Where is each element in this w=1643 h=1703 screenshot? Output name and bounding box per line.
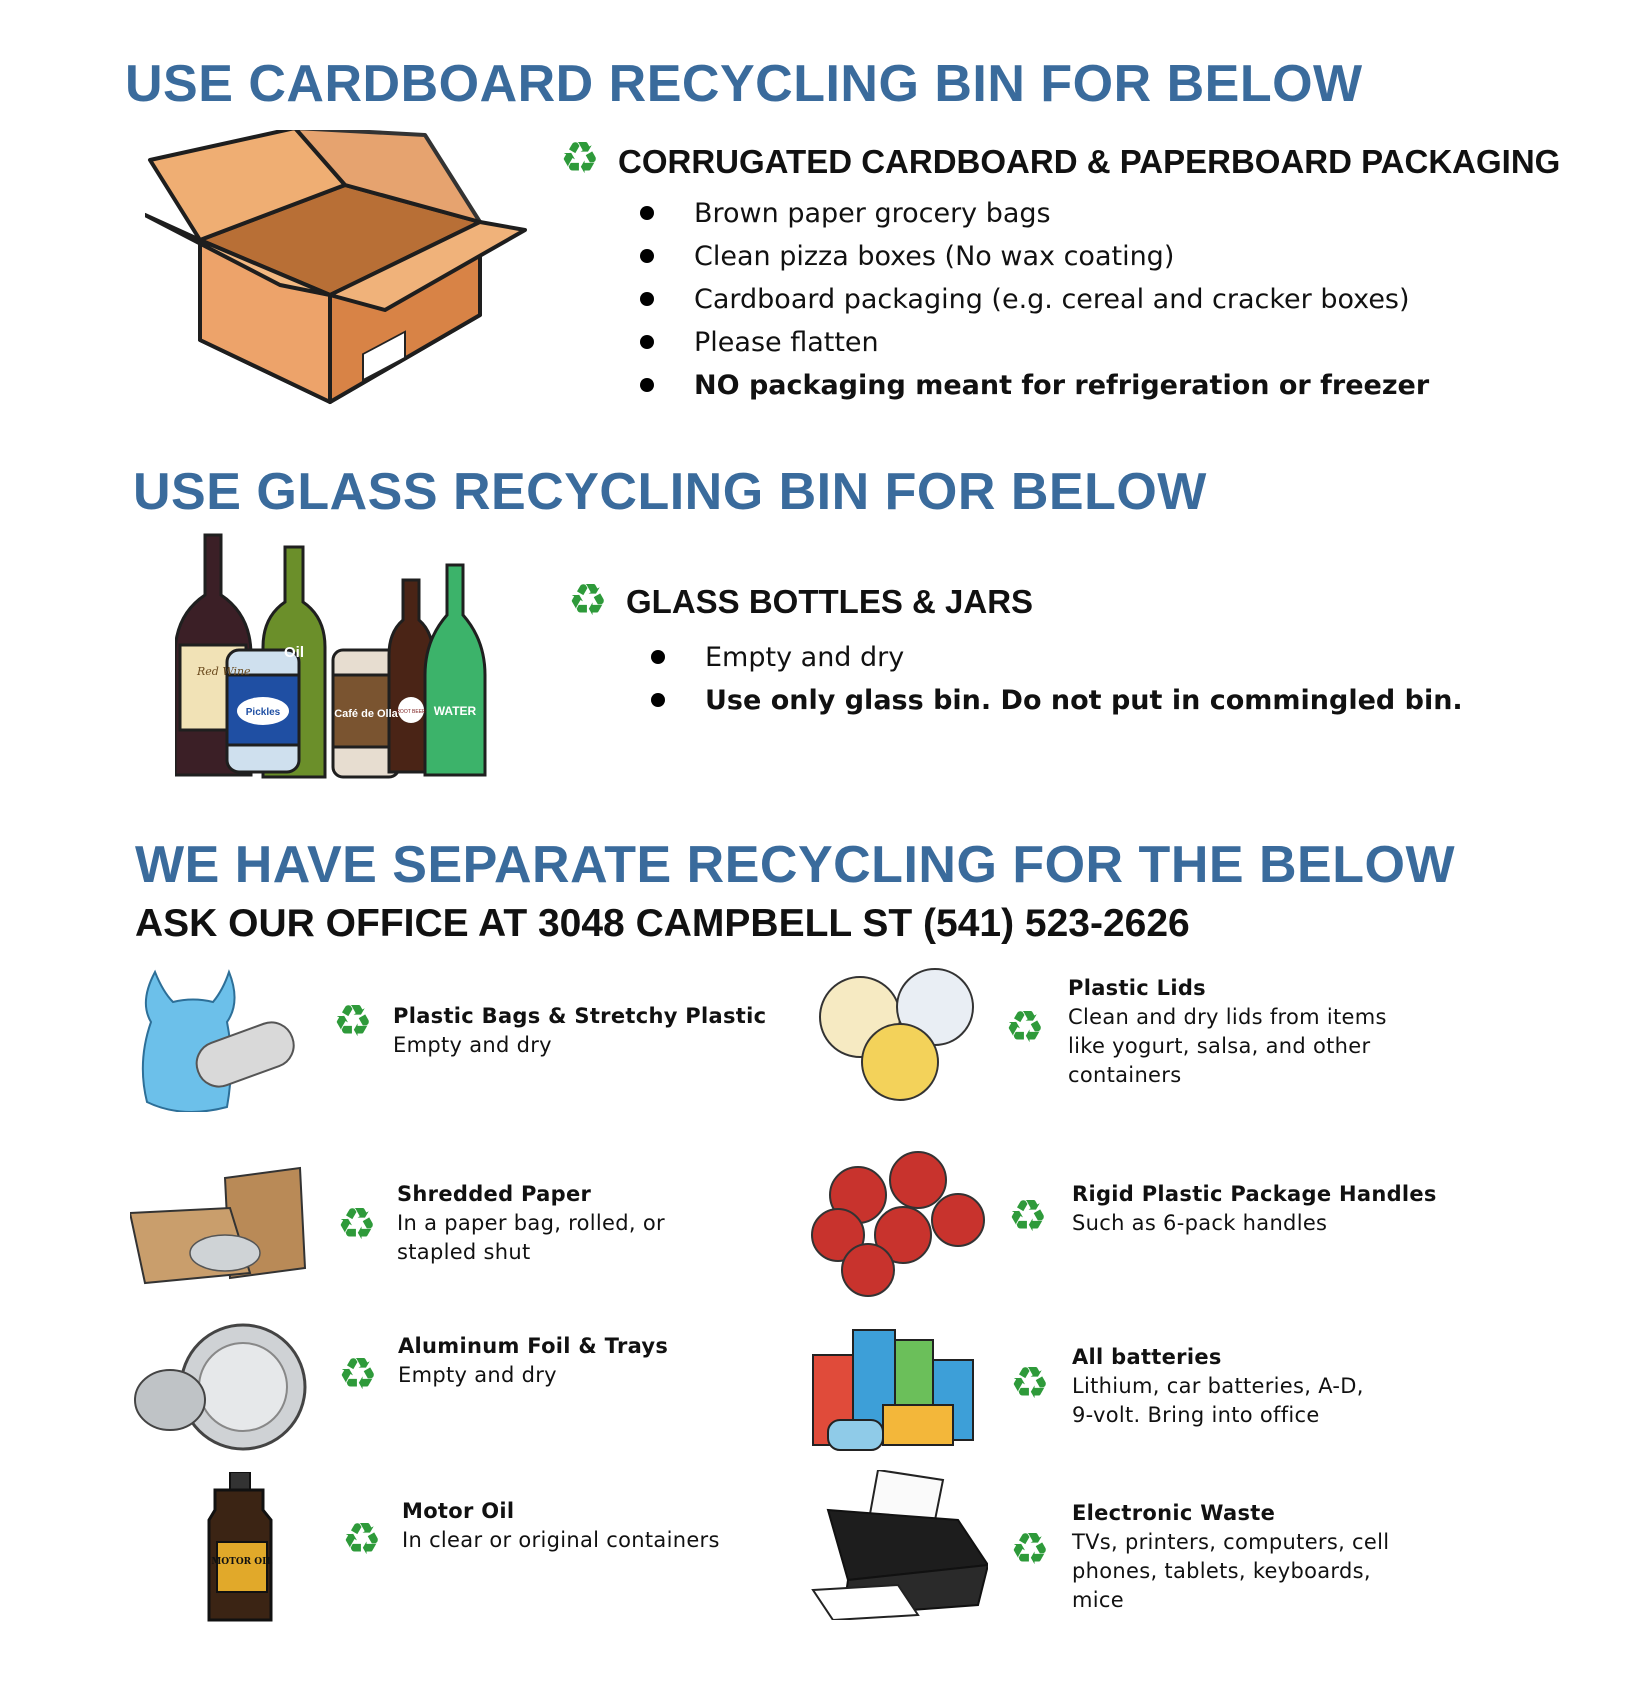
rootbeer-label: ROOT BEER [396, 709, 426, 715]
list-item: Clean pizza boxes (No wax coating) [640, 235, 1429, 278]
motor-oil-icon [175, 1472, 355, 1622]
glass-heading: USE GLASS RECYCLING BIN FOR BELOW [133, 463, 1207, 521]
list-item: Empty and dry [651, 636, 1463, 679]
item-description: In a paper bag, rolled, or stapled shut [397, 1211, 665, 1264]
shredded-paper-icon [130, 1158, 310, 1308]
list-item: Cardboard packaging (e.g. cereal and cracker boxes) [640, 278, 1429, 321]
item-description: Such as 6-pack handles [1072, 1211, 1328, 1235]
item-title: Motor Oil [402, 1499, 515, 1523]
cardboard-heading: USE CARDBOARD RECYCLING BIN FOR BELOW [125, 55, 1363, 113]
separate-item-batteries [808, 1310, 1508, 1460]
recycle-icon: ♻ [568, 575, 608, 626]
foil-tray-icon [128, 1315, 308, 1465]
list-item: NO packaging meant for refrigeration or freezer [640, 364, 1429, 407]
item-title: Rigid Plastic Package Handles [1072, 1182, 1437, 1206]
recycle-icon: ♻ [1008, 1191, 1048, 1242]
separate-item-aluminum-foil [128, 1315, 828, 1465]
pickles-label: Pickles [245, 707, 281, 718]
recycle-icon: ♻ [338, 1349, 378, 1400]
office-info: ASK OUR OFFICE AT 3048 CAMPBELL ST (541) 523-2626 [135, 902, 1190, 945]
recycle-icon: ♻ [560, 133, 600, 184]
separate-item-package-handles [808, 1150, 1508, 1300]
recycle-icon: ♻ [1005, 1002, 1045, 1053]
recycle-icon: ♻ [333, 996, 373, 1047]
recycle-icon: ♻ [1010, 1524, 1050, 1575]
glass-category-title: GLASS BOTTLES & JARS [626, 583, 1034, 620]
batteries-icon [808, 1310, 988, 1460]
plastic-lids-icon [815, 962, 995, 1112]
item-title: All batteries [1072, 1345, 1222, 1369]
item-title: Electronic Waste [1072, 1501, 1276, 1525]
item-description: Clean and dry lids from items like yogurt, salsa, and other containers [1068, 1005, 1387, 1087]
list-item: Please flatten [640, 321, 1429, 364]
plastic-bag-icon [135, 962, 315, 1112]
item-description: In clear or original containers [402, 1528, 720, 1552]
item-description: Empty and dry [398, 1363, 557, 1387]
cafe-label: Café de Olla [334, 708, 398, 720]
package-handles-icon [808, 1150, 988, 1300]
water-label: WATER [433, 704, 477, 718]
recycle-icon: ♻ [342, 1514, 382, 1565]
motor-oil-label: MOTOR OIL [211, 1557, 273, 1567]
oil-label: Oil [283, 644, 305, 661]
separate-item-plastic-lids [815, 962, 1515, 1112]
glass-bottles-icon [175, 525, 505, 785]
list-item: Use only glass bin. Do not put in commingled bin. [651, 679, 1463, 722]
cardboard-category-title: CORRUGATED CARDBOARD & PAPERBOARD PACKAGING [618, 143, 1561, 180]
separate-item-shredded-paper [130, 1158, 830, 1308]
glass-items-list [651, 636, 1463, 722]
wine-label: Red Wine [197, 665, 251, 678]
item-description: Lithium, car batteries, A-D, 9-volt. Bring into office [1072, 1374, 1364, 1427]
recycle-icon: ♻ [1010, 1358, 1050, 1409]
separate-item-plastic-bags [135, 962, 835, 1112]
separate-item-motor-oil [175, 1472, 875, 1622]
cardboard-box-icon [145, 130, 535, 420]
item-title: Plastic Lids [1068, 976, 1206, 1000]
separate-item-electronic-waste [808, 1470, 1508, 1620]
item-description: TVs, printers, computers, cell phones, tablets, keyboards, mice [1072, 1530, 1390, 1612]
recycle-icon: ♻ [337, 1199, 377, 1250]
printer-icon [808, 1470, 988, 1620]
item-title: Plastic Bags & Stretchy Plastic [393, 1004, 767, 1028]
item-title: Aluminum Foil & Trays [398, 1334, 669, 1358]
separate-heading: WE HAVE SEPARATE RECYCLING FOR THE BELOW [135, 836, 1456, 894]
item-description: Empty and dry [393, 1033, 552, 1057]
item-title: Shredded Paper [397, 1182, 592, 1206]
cardboard-items-list [640, 192, 1429, 407]
list-item: Brown paper grocery bags [640, 192, 1429, 235]
